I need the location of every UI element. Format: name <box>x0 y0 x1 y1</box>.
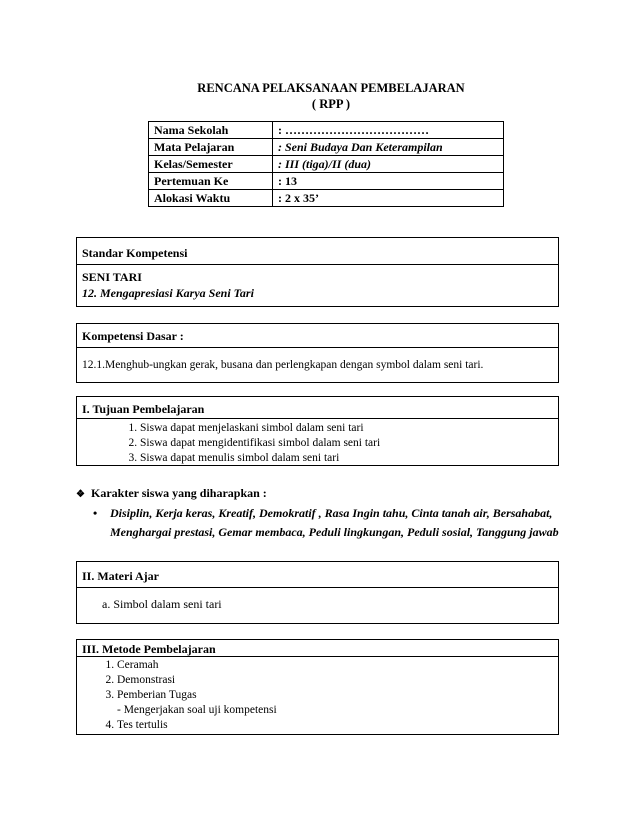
info-value: : ……………………………… <box>273 122 504 139</box>
list-item: 3. Siswa dapat menulis simbol dalam seni tari <box>140 451 558 466</box>
info-key: Pertemuan Ke <box>149 173 273 190</box>
karakter-text: Disiplin, Kerja keras, Kreatif, Demokratif , Rasa Ingin tahu, Cinta tanah air, Bersahabat, Menghargai prestasi, Gemar membaca, Peduli lingkungan, Peduli sosial, Tanggung jawab <box>110 506 559 539</box>
standar-kompetensi-line2: 12. Mengapresiasi Karya Seni Tari <box>82 286 254 300</box>
info-row-subject <box>149 139 504 156</box>
info-key: Mata Pelajaran <box>149 139 273 156</box>
metode-box <box>76 639 559 735</box>
document-subtitle: ( RPP ) <box>311 97 351 111</box>
metode-header: III. Metode Pembelajaran <box>77 640 558 657</box>
info-value: : 13 <box>273 173 504 190</box>
list-item: 2. Siswa dapat mengidentifikasi simbol dalam seni tari <box>140 436 558 451</box>
info-value: : III (tiga)/II (dua) <box>273 156 504 173</box>
karakter-section <box>76 485 576 542</box>
info-value: : Seni Budaya Dan Keterampilan <box>273 139 504 156</box>
list-item: 1. Siswa dapat menjelaskani simbol dalam seni tari <box>140 421 558 436</box>
info-value: : 2 x 35’ <box>273 190 504 207</box>
standar-kompetensi-box <box>76 237 559 307</box>
list-subitem: - Mengerjakan soal uji kompetensi <box>117 704 277 716</box>
list-item: 4. Tes tertulis <box>117 718 558 733</box>
kompetensi-dasar-box <box>76 323 559 383</box>
kompetensi-dasar-text: 12.1.Menghub-ungkan gerak, busana dan perlengkapan dengan symbol dalam seni tari. <box>82 359 484 371</box>
kompetensi-dasar-header: Kompetensi Dasar : <box>77 324 558 348</box>
info-key: Alokasi Waktu <box>149 190 273 207</box>
materi-item: a. Simbol dalam seni tari <box>102 597 222 611</box>
list-item: 1. Ceramah <box>117 658 558 673</box>
diamond-bullet-icon: ❖ <box>76 489 85 500</box>
bullet-icon: • <box>93 506 98 520</box>
materi-box <box>76 561 559 624</box>
info-key: Nama Sekolah <box>149 122 273 139</box>
tujuan-header: I. Tujuan Pembelajaran <box>77 397 558 419</box>
standar-kompetensi-header: Standar Kompetensi <box>77 238 558 265</box>
info-key: Kelas/Semester <box>149 156 273 173</box>
metode-list <box>77 657 558 733</box>
list-item-text: Pemberian Tugas <box>117 689 197 701</box>
info-row-class <box>149 156 504 173</box>
info-table <box>148 121 504 207</box>
karakter-heading: Karakter siswa yang diharapkan : <box>91 486 267 500</box>
tujuan-box <box>76 396 559 466</box>
materi-header: II. Materi Ajar <box>77 562 558 588</box>
document-title: RENCANA PELAKSANAAN PEMBELAJARAN <box>197 81 465 95</box>
list-item <box>117 688 558 718</box>
info-row-time <box>149 190 504 207</box>
list-item: 2. Demonstrasi <box>117 673 558 688</box>
info-row-meeting <box>149 173 504 190</box>
standar-kompetensi-line1: SENI TARI <box>82 270 142 284</box>
tujuan-list <box>77 419 558 466</box>
info-row-school <box>149 122 504 139</box>
